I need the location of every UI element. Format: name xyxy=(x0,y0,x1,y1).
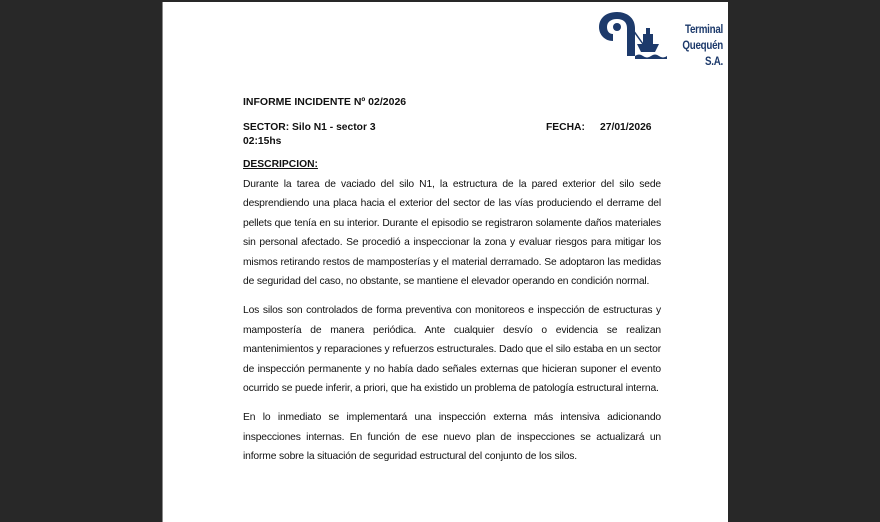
date-label: FECHA: xyxy=(546,122,585,133)
company-name-line1: Terminal xyxy=(685,24,723,36)
report-title: INFORME INCIDENTE Nº 02/2026 xyxy=(243,96,407,108)
description-paragraph: Los silos son controlados de forma preventiva con monitoreos e inspección de estructuras y mampostería de manera periódica. Ante cualquier desvío o evidencia se realizan mantenimientos y reparaciones y refuerzos estructurales. Dado que el silo estaba en un sector de inspección permanente y no había dado señales externas que hicieran suponer el evento ocurrido se puede inferir, a priori, que ha existido un problema de patología estructural interna. xyxy=(243,305,661,395)
company-name-line2: Quequén S.A. xyxy=(682,40,723,68)
date-value: 27/01/2026 xyxy=(600,122,652,133)
report-content xyxy=(243,92,661,467)
company-logo xyxy=(597,10,725,68)
sector-date-row xyxy=(243,121,661,135)
terminal-logo-icon xyxy=(597,10,669,60)
description-paragraph: En lo inmediato se implementará una inspección externa más intensiva adicionando inspecciones internas. En función de ese nuevo plan de inspecciones se actualizará un informe sobre la situación de seguridad estructural del conjunto de los silos. xyxy=(243,412,661,463)
document-page xyxy=(162,2,728,522)
incident-time: 02:15hs xyxy=(243,136,282,147)
company-name xyxy=(677,22,723,70)
description-paragraph: Durante la tarea de vaciado del silo N1, la estructura de la pared exterior del silo sede desprendiendo una placa hacia el exterior del sector de las vías produciendo el derrame del pellets que tenía en su interior. Durante el episodio se registraron solamente daños materiales sin personal afectado. Se procedió a inspeccionar la zona y evaluar riesgos para mitigar los mismos retirando restos de mamposterías y el material derramado. Se adoptaron las medidas de seguridad del caso, no obstante, se mantiene el elevador operando en condición normal. xyxy=(243,179,661,288)
sector-text: SECTOR: Silo N1 - sector 3 xyxy=(243,122,376,133)
description-heading: DESCRIPCION: xyxy=(243,159,318,170)
